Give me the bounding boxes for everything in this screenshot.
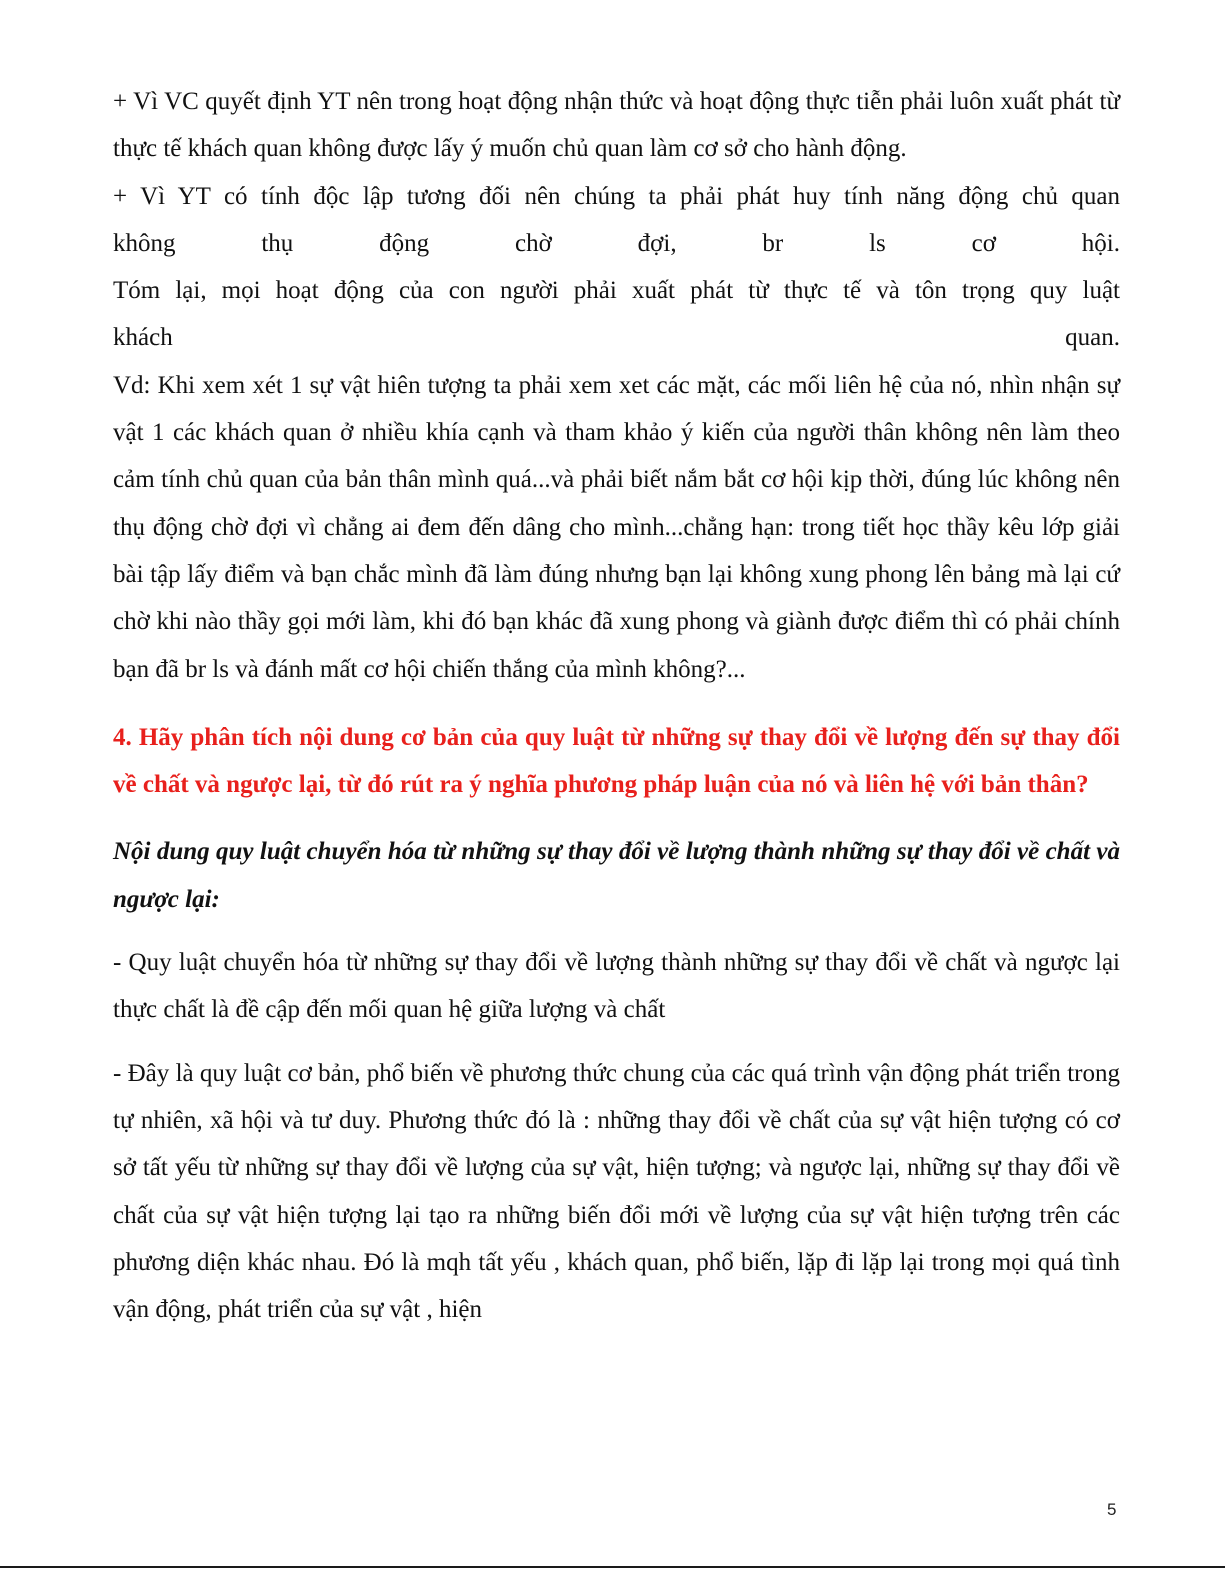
paragraph-yt-independence: + Vì YT có tính độc lập tương đối nên chúng ta phải phát huy tính năng động chủ quan [113,182,1120,210]
paragraph-summary-end: khách quan. [113,324,1120,352]
paragraph-summary: Tóm lại, mọi hoạt động của con người phải xuất phát từ thực tế và tôn trọng quy luật [113,277,1120,305]
paragraph-law-basic: - Đây là quy luật cơ bản, phổ biến về phương thức chung của các quá trình vận động phát triển trong tự nhiên, xã hội và tư duy. Phương thức đó là : những thay đổi về chất của sự vật hiện tượng có cơ sở tất yếu từ những sự thay đổi về lượng của sự vật, hiện tượng; và ngược lại, những sự thay đổi về chất của sự vật hiện tượng lại tạo ra những biến đổi mới về lượng của sự vật hiện tượng trên các phương diện khác nhau. Đó là mqh tất yếu , khách quan, phổ biến, lặp đi lặp lại trong mọi quá tình vận động, phát triển của sự vật , hiện [113,1059,1120,1324]
paragraph-example: Vd: Khi xem xét 1 sự vật hiên tượng ta phải xem xet các mặt, các mối liên hệ của nó, nhìn nhận sự vật 1 các khách quan ở nhiều khía cạnh và tham khảo ý kiến của người thân không nên làm theo cảm tính chủ quan của bản thân mình quá...và phải biết nắm bắt cơ hội kịp thời, đúng lúc không nên thụ động chờ đợi vì chẳng ai đem đến dâng cho mình...chẳng hạn: trong tiết học thầy kêu lớp giải bài tập lấy điểm và bạn chắc mình đã làm đúng nhưng bạn lại không xung phong lên bảng mà lại cứ chờ khi nào thầy gọi mới làm, khi đó bạn khác đã xung phong và giành được điểm thì có phải chính bạn đã br ls và đánh mất cơ hội chiến thắng của mình không?... [113,371,1120,683]
document-page [113,78,1120,1333]
paragraph-vc-decides-yt: + Vì VC quyết định YT nên trong hoạt động nhận thức và hoạt động thực tiễn phải luôn xuất phát từ thực tế khách quan không được lấy ý muốn chủ quan làm cơ sở cho hành động. [113,88,1120,163]
page-bottom-divider [0,1566,1225,1568]
page-number: 5 [1107,1500,1117,1519]
section-heading: Nội dung quy luật chuyển hóa từ những sự thay đổi về lượng thành những sự thay đổi về chất và ngược lại: [113,838,1120,913]
paragraph-law-essence: - Quy luật chuyển hóa từ những sự thay đổi về lượng thành những sự thay đổi về chất và ngược lại thực chất là đề cập đến mối quan hệ giữa lượng và chất [113,949,1120,1024]
question-heading: 4. Hãy phân tích nội dung cơ bản của quy luật từ những sự thay đổi về lượng đến sự thay đổi về chất và ngược lại, từ đó rút ra ý nghĩa phương pháp luận của nó và liên hệ với bản thân? [113,723,1120,799]
paragraph-yt-independence-end: không thụ động chờ đợi, br ls cơ hội. [113,229,1120,257]
